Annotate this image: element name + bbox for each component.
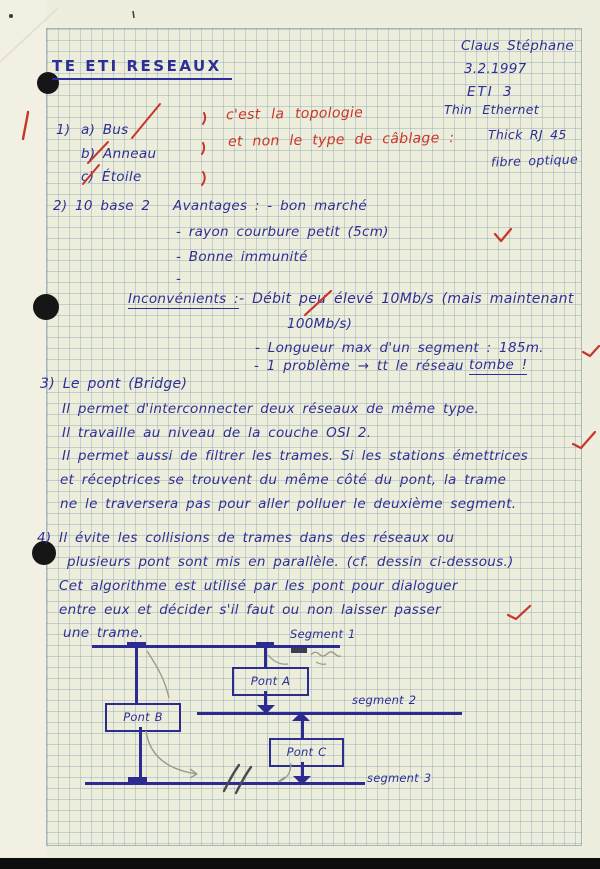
diagram-pont-b-label: Pont B: [123, 710, 163, 725]
q2-line1: 2) 10 base 2 Avantages : - bon marché: [53, 198, 368, 214]
q2-inc-line4-underlined: tombe !: [469, 357, 528, 373]
q2-inc-line1: - Débit peu élevé 10Mb/s (mais maintenant: [239, 291, 574, 307]
q4-line-5: une trame.: [63, 625, 144, 641]
q1-note-thick-rj45: Thick RJ 45: [488, 127, 567, 142]
diagram-stem-a-upper: [264, 646, 267, 668]
diagram-segment2-line: [197, 712, 462, 715]
punch-hole: [33, 294, 59, 320]
q2-inc-line3: - Longueur max d'un segment : 185m.: [255, 340, 544, 356]
diagram-pont-a-label: Pont A: [250, 674, 291, 689]
q4-line-1: 4) Il évite les collisions de trames dans des réseaux ou: [37, 530, 455, 546]
diagram-pont-c-box: [269, 738, 344, 767]
q1-item-a: a) Bus: [81, 122, 129, 138]
page-title: TE ETI RESEAUX: [52, 57, 232, 80]
q1-item-b: b) Anneau: [81, 146, 157, 162]
diagram-stem-b-upper: [135, 646, 138, 704]
q4-line-4: entre eux et décider s'il faut ou non laisser passer: [59, 602, 441, 618]
q2-inc-line2: 100Mb/s): [287, 316, 353, 332]
diagram-stem-b-lower: [139, 727, 142, 779]
student-name: Claus Stéphane: [461, 38, 574, 54]
q4-line-3: Cet algorithme est utilisé par les pont pour dialoguer: [59, 578, 458, 594]
q3-line-4: et réceptrices se trouvent du même côté du pont, la trame: [60, 472, 507, 488]
diagram-pont-b-box: [105, 703, 181, 732]
scan-bottom-edge: [0, 858, 600, 869]
diagram-segment3-label: segment 3: [367, 771, 432, 785]
diagram-stem-c-upper: [301, 714, 304, 739]
diagram-frame-on-segment1: [291, 648, 307, 653]
diagram-segment3-line: [85, 782, 365, 785]
q2-inconvenients-label: Inconvénients :: [128, 291, 239, 307]
scan-speck: [133, 11, 134, 18]
q1-number: 1): [56, 122, 71, 138]
q2-advantage-4: -: [176, 271, 182, 287]
diagram-segment2-label: segment 2: [352, 693, 417, 707]
q3-title: 3) Le pont (Bridge): [40, 376, 188, 392]
q3-line-1: Il permet d'interconnecter deux réseaux de même type.: [62, 401, 479, 417]
q3-line-5: ne le traversera pas pour aller polluer le deuxième segment.: [60, 496, 517, 512]
q1-item-c: c) Étoile: [81, 169, 142, 185]
q3-line-3: Il permet aussi de filtrer les trames. Si les stations émettrices: [62, 448, 529, 464]
q1-red-correction-2: et non le type de câblage :: [227, 130, 455, 150]
q2-advantage-3: - Bonne immunité: [176, 249, 308, 265]
diagram-pont-c-label: Pont C: [286, 745, 327, 760]
red-check-185m: [583, 346, 599, 356]
q3-line-2: Il travaille au niveau de la couche OSI 2.: [62, 425, 372, 441]
q1-note-thin-ethernet: Thin Ethernet: [444, 102, 539, 117]
q1-red-correction-1: c'est la topologie: [225, 104, 364, 124]
date: 3.2.1997: [464, 61, 527, 77]
left-margin: [0, 0, 46, 869]
q1-note-fibre-optique: fibre optique: [490, 151, 579, 170]
class-group: ETI 3: [467, 84, 514, 100]
diagram-pont-a-box: [232, 667, 309, 696]
q2-inc-line4: - 1 problème → tt le réseau: [254, 358, 464, 374]
diagram-segment1-label: Segment 1: [290, 627, 356, 641]
q4-line-2: plusieurs pont sont mis en parallèle. (cf. dessin ci-dessous.): [67, 554, 514, 570]
q2-advantage-2: - rayon courbure petit (5cm): [176, 224, 389, 240]
